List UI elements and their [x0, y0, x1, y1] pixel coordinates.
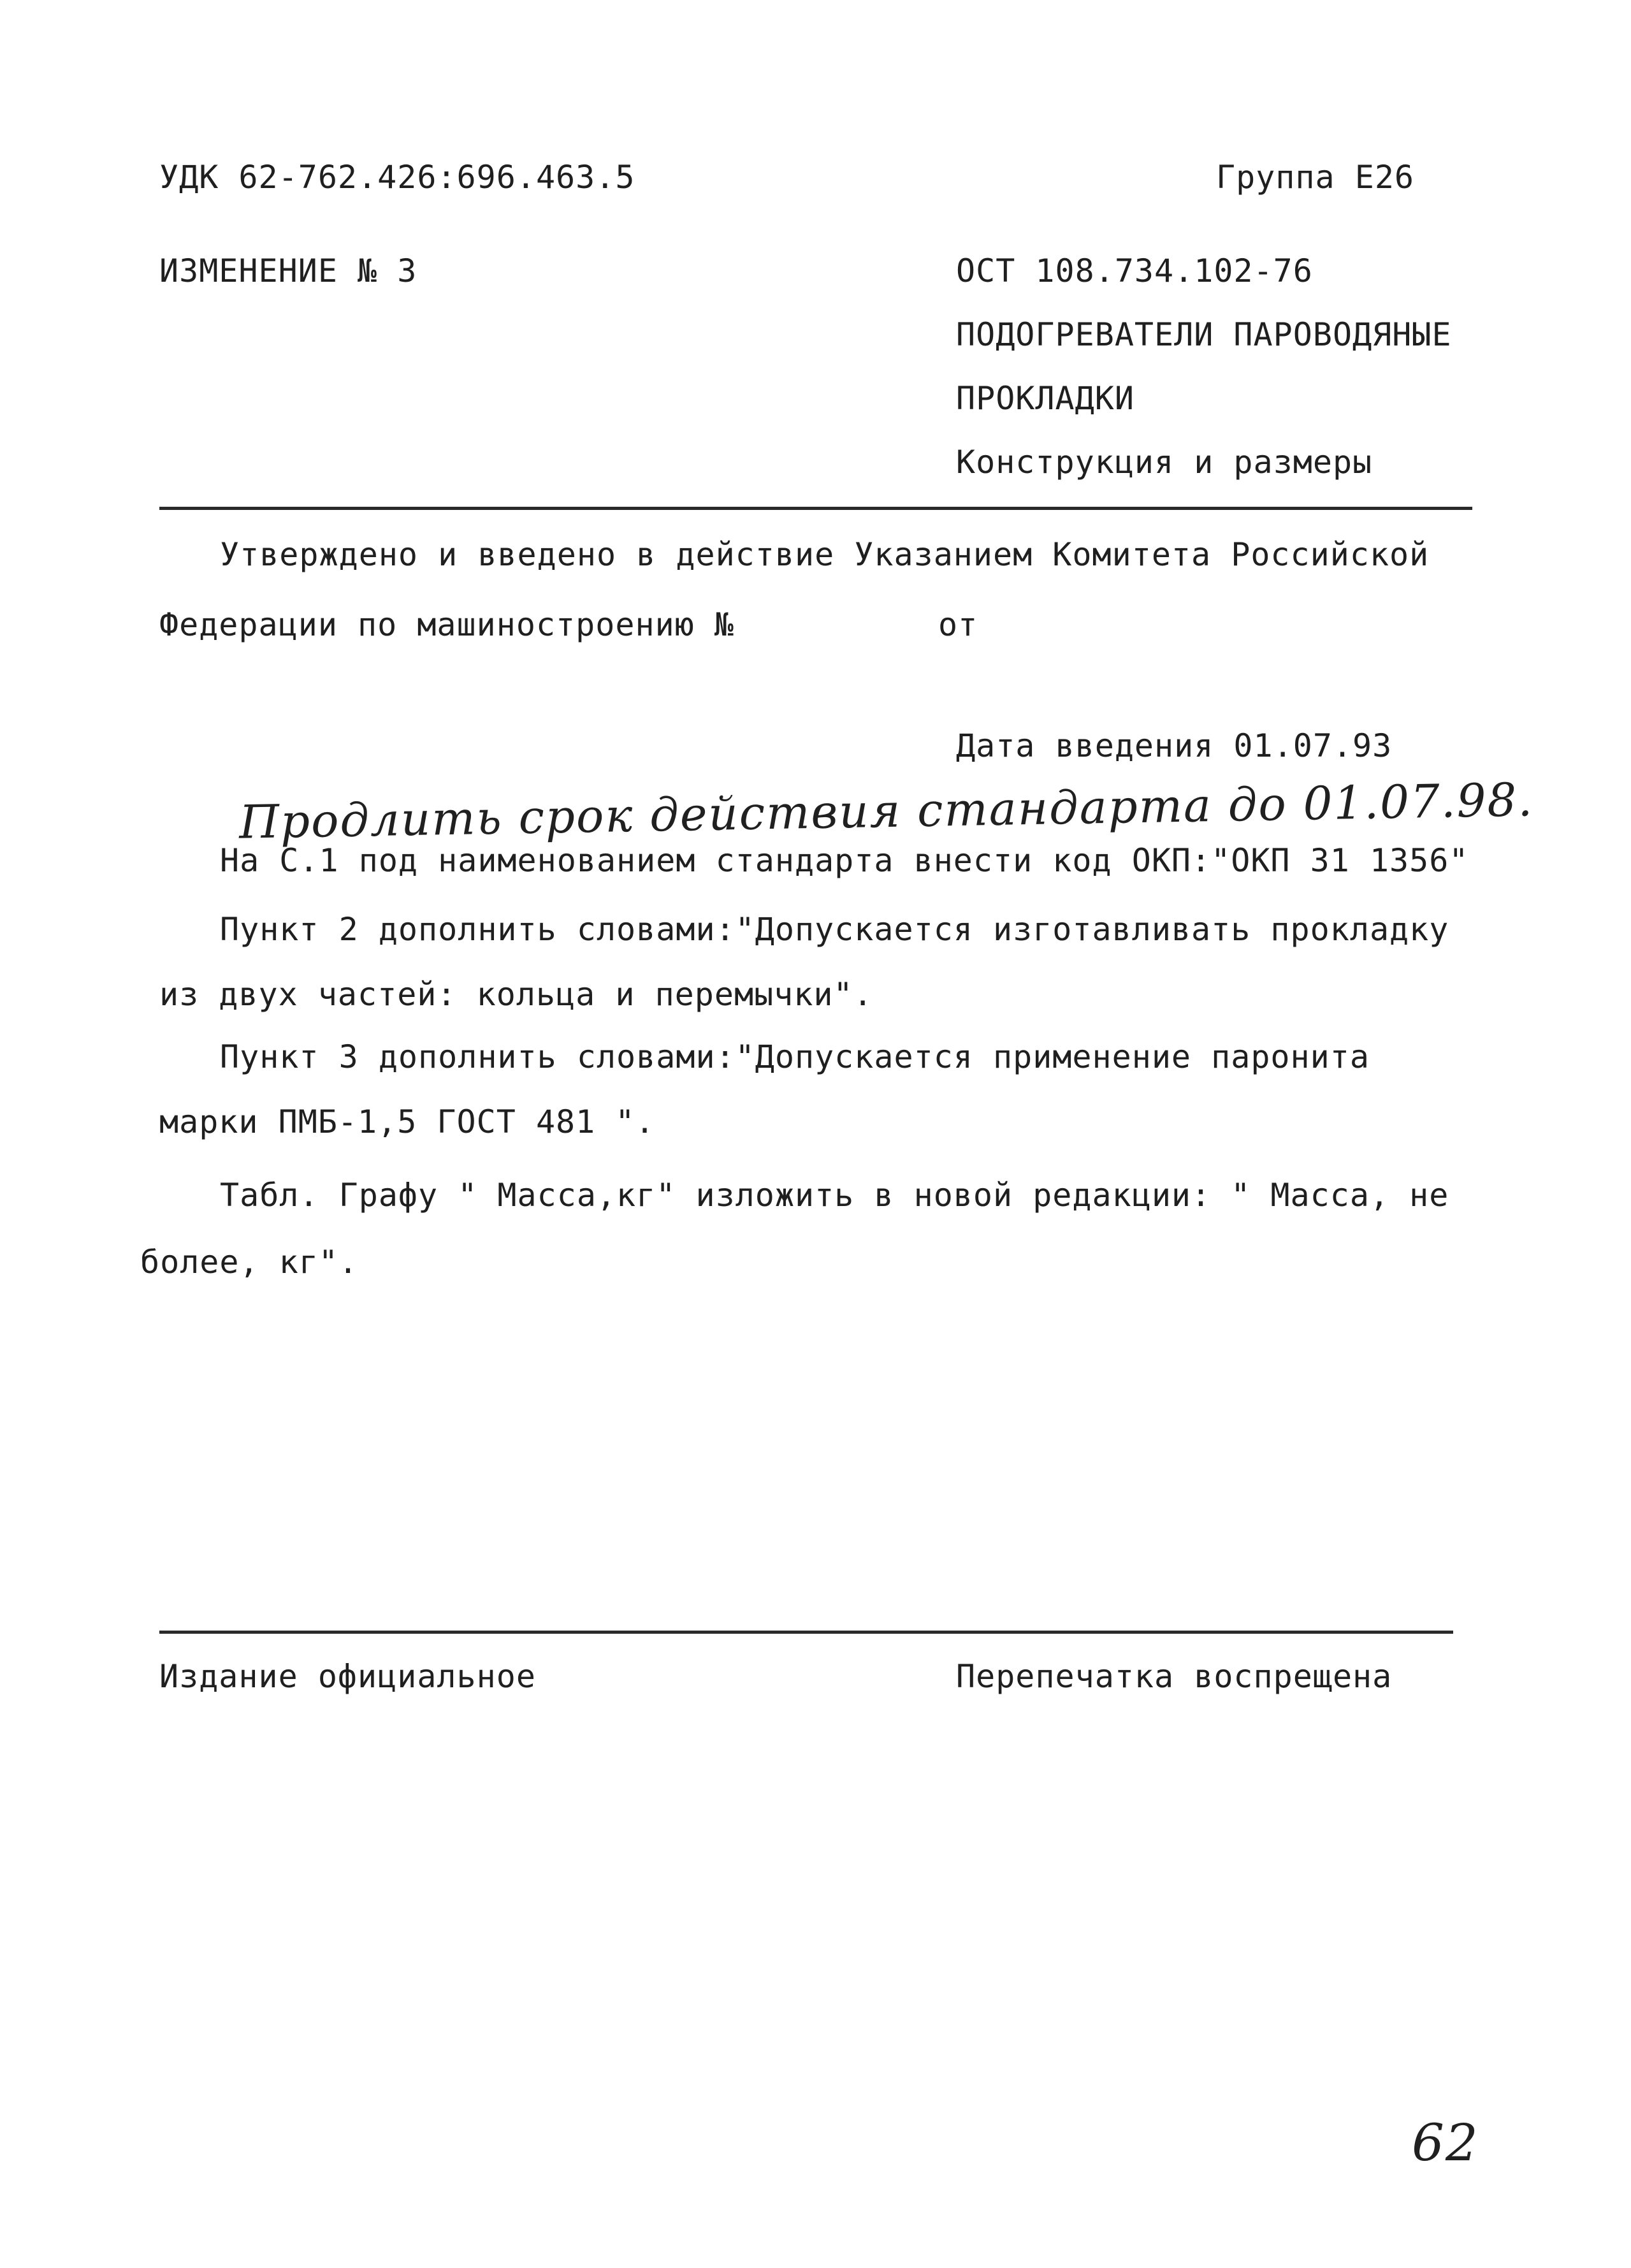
paragraph-item2-line1: Пункт 2 дополнить словами:"Допускается изготавливать прокладку: [220, 911, 1449, 948]
paragraph-item2-line2: из двух частей: кольца и перемычки".: [159, 976, 873, 1013]
change-number: ИЗМЕНЕНИЕ № 3: [159, 252, 417, 289]
approval-line2: Федерации по машиностроению №: [159, 606, 734, 643]
reprint-prohibited: Перепечатка воспрещена: [956, 1658, 1393, 1695]
bottom-divider: [159, 1631, 1453, 1634]
group-code: Группа Е26: [1216, 159, 1415, 196]
effective-date: Дата введения 01.07.93: [956, 727, 1393, 764]
paragraph-okp-code: На С.1 под наименованием стандарта внести код ОКП:"ОКП 31 1356": [220, 842, 1469, 879]
paragraph-item3-line1: Пункт 3 дополнить словами:"Допускается применение паронита: [220, 1038, 1370, 1075]
top-divider: [159, 507, 1472, 510]
udk-code: УДК 62-762.426:696.463.5: [159, 159, 635, 196]
standard-title-line2: ПРОКЛАДКИ: [956, 380, 1134, 417]
standard-title-line1: ПОДОГРЕВАТЕЛИ ПАРОВОДЯНЫЕ: [956, 316, 1452, 353]
paragraph-table-line2: более, кг".: [140, 1244, 359, 1281]
paragraph-table-line1: Табл. Графу " Масса,кг" изложить в новой редакции: " Масса, не: [220, 1177, 1449, 1214]
page-number: 62: [1412, 2113, 1479, 2172]
paragraph-item3-line2: марки ПМБ-1,5 ГОСТ 481 ".: [159, 1103, 655, 1140]
handwritten-note: Продлить срок действия стандарта до 01.07.98.: [238, 773, 1534, 849]
standard-number: ОСТ 108.734.102-76: [956, 252, 1313, 289]
edition-official: Издание официальное: [159, 1658, 536, 1695]
standard-subtitle: Конструкция и размеры: [956, 444, 1373, 481]
approval-line1: Утверждено и введено в действие Указанием Комитета Российской: [220, 536, 1430, 573]
approval-from: от: [938, 606, 978, 643]
